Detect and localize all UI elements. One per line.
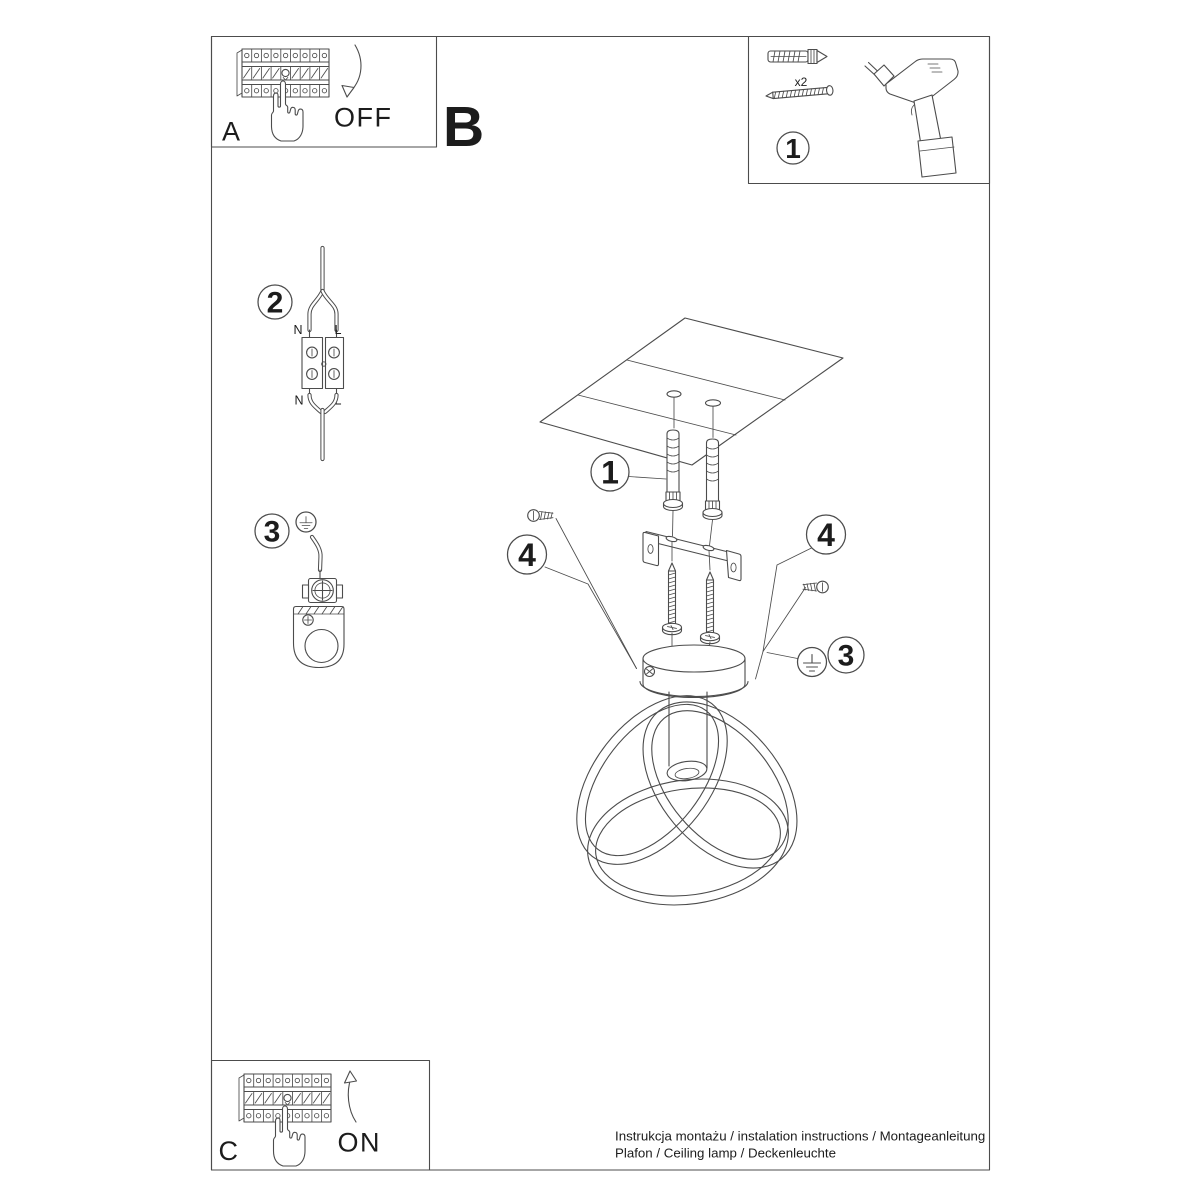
wiring-callout-number: 2	[266, 286, 284, 320]
label-l-top: L	[334, 323, 342, 337]
section-b-label: B	[443, 95, 485, 159]
grounding-diagram	[255, 512, 344, 668]
lamp-socket	[666, 692, 708, 783]
tools-callout-number: 1	[785, 133, 801, 164]
panel-a-label: A	[222, 116, 241, 147]
wall-plug-right	[703, 439, 722, 520]
label-l-bottom: L	[334, 393, 342, 408]
anchor-quantity: x2	[794, 75, 808, 89]
wall-plug-left	[664, 430, 683, 511]
panel-c-label: C	[218, 1136, 238, 1166]
panel-c	[212, 1061, 430, 1171]
callout-anchor-number: 1	[601, 454, 619, 491]
panel-a	[212, 37, 437, 148]
leader-screw-right	[763, 548, 812, 652]
mounting-bracket	[643, 532, 741, 581]
terminal-block	[302, 338, 344, 389]
canopy	[640, 645, 748, 698]
label-n-bottom: N	[294, 393, 304, 408]
lamp-shade	[547, 668, 828, 918]
footer	[615, 1129, 985, 1161]
footer-line-1: Instrukcja montażu / instalation instructions / Montageanleitung	[615, 1128, 986, 1144]
panel-tools	[749, 37, 990, 184]
leader-ground	[767, 653, 798, 659]
leader-screw-left	[545, 567, 637, 669]
ceiling-hole-left	[667, 391, 681, 397]
callout-screw-right-number: 4	[817, 517, 835, 553]
arrow-up-icon	[345, 1071, 357, 1122]
assembly-diagram	[508, 318, 865, 917]
arrow-down-icon	[342, 45, 361, 97]
panel-a-action-label: OFF	[334, 102, 393, 133]
cage-band-bottom	[579, 767, 796, 918]
sheet-border	[212, 37, 990, 1171]
callout-screw-left-number: 4	[518, 537, 536, 573]
cage-band-right	[612, 673, 827, 897]
panel-c-action-label: ON	[337, 1127, 381, 1158]
mounting-screw-left	[663, 563, 682, 635]
wall-plug-icon	[768, 50, 827, 64]
leader-anchor	[629, 477, 667, 480]
grounding-callout-number: 3	[263, 515, 281, 549]
drill-icon	[865, 59, 958, 177]
fixing-screw-right	[803, 581, 828, 593]
ceiling-hole-right	[706, 400, 721, 406]
cage-band-left	[547, 668, 758, 892]
lamp-bracket	[294, 607, 345, 668]
wire-connector	[303, 579, 343, 603]
footer-line-2: Plafon / Ceiling lamp / Deckenleuchte	[615, 1145, 836, 1161]
wiring-diagram	[258, 248, 344, 459]
callout-ground-number: 3	[837, 639, 855, 673]
mounting-screw-right	[701, 572, 720, 644]
fixing-screw-left	[528, 510, 553, 522]
label-n-top: N	[293, 323, 303, 337]
ceiling-panel	[540, 318, 843, 465]
